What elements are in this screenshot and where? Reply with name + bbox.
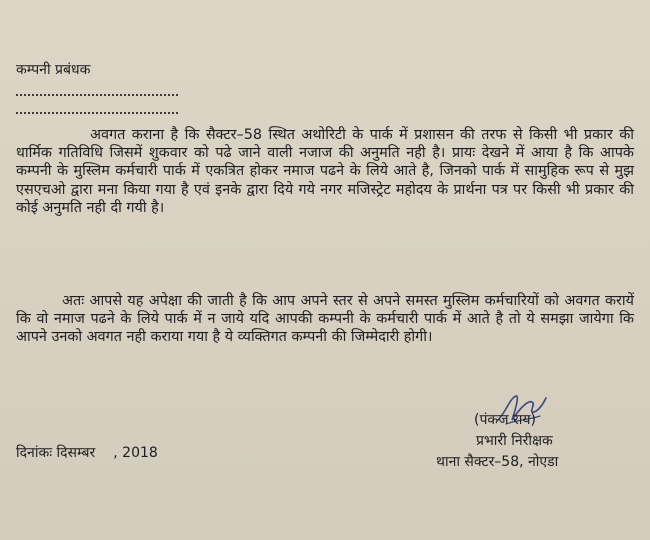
- signatory-place: थाना सैक्टर–58, नोएडा: [436, 454, 559, 470]
- date-year: , 2018: [113, 445, 158, 461]
- addressee-blank-line-1: [16, 94, 178, 96]
- body-paragraph-2: अतः आपसे यह अपेक्षा की जाती है कि आप अपने स्तर से अपने समस्त मुस्लिम कर्मचारियों को अवगत करायें कि वो नमाज पढने के लिये पार्क में न जाये यदि आपकी कम्पनी के कर्मचारी पार्क में आते है तो ये समझा जायेगा कि आपने उनको अवगत नही कराया गया है ये व्यक्तिगत कम्पनी की जिम्मेदारी होगी।: [16, 293, 634, 346]
- date-label: दिनांकः दिसम्बर: [16, 445, 96, 461]
- addressee-blank-line-2: [16, 112, 178, 114]
- date-line: [16, 443, 158, 462]
- signatory-title: प्रभारी निरीक्षक: [476, 433, 553, 449]
- addressee: कम्पनी प्रबंधक: [16, 62, 91, 78]
- body-paragraph-1: अवगत कराना है कि सैक्टर–58 स्थित अथोरिटी के पार्क में प्रशासन की तरफ से किसी भी प्रकार की धार्मिक गतिविधि जिसमें शुकवार को पढे जाने वाली नजाज की अनुमति नही है। प्रायः देखने में आया है कि आपके कम्पनी के मुस्लिम कर्मचारी पार्क में एकत्रित होकर नमाज पढने के लिये आते है, जिनको पार्क में सामुहिक रूप से मुझ एसएचओ द्वारा मना किया गया है एवं इनके द्वारा दिये गये नगर मजिस्ट्रेट महोदय के प्रार्थना पत्र पर किसी भी प्रकार की कोई अनुमति नही दी गयी है।: [16, 127, 634, 216]
- signature-block: [430, 410, 640, 473]
- signatory-name: (पंकज राय): [474, 412, 536, 428]
